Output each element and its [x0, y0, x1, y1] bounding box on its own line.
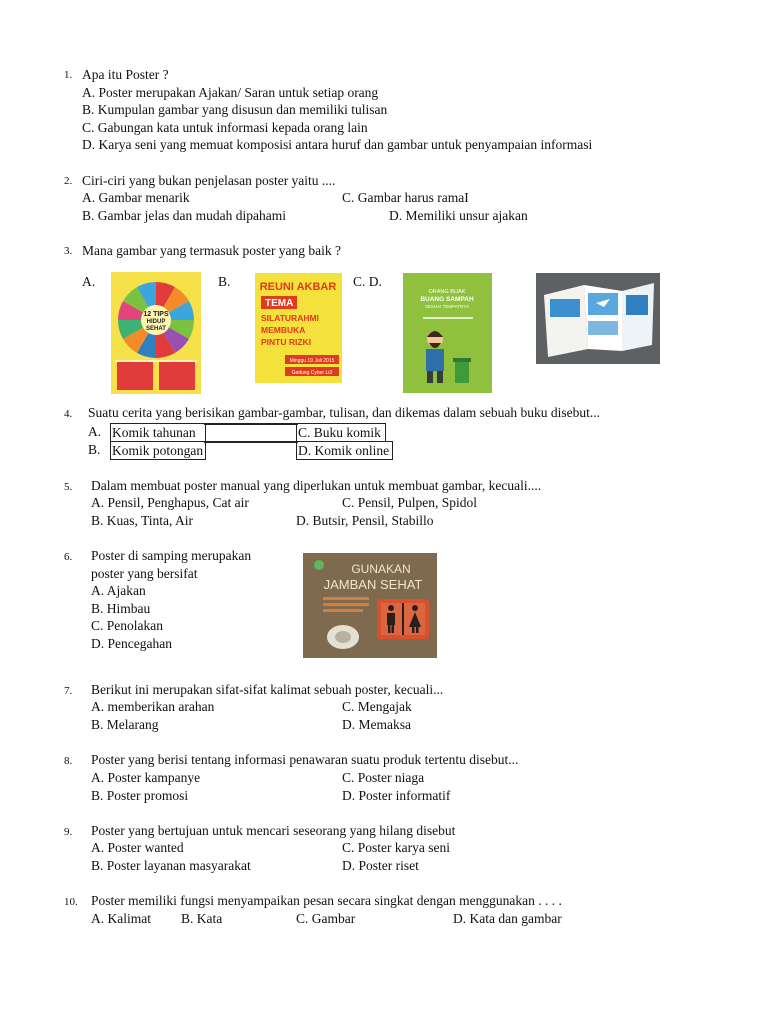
q7-option-d: D. Memaksa — [342, 717, 411, 732]
q9-text: Poster yang bertujuan untuk mencari seseorang yang hilang disebut — [91, 823, 456, 838]
q10-option-c: C. Gambar — [296, 911, 356, 926]
poster-a-line3: SEHAT — [146, 326, 166, 332]
q5-text: Dalam membuat poster manual yang diperlukan untuk membuat gambar, kecuali.... — [91, 478, 542, 493]
q2-option-a: A. Gambar menarik — [82, 190, 190, 205]
q1-number: 1. — [64, 69, 73, 81]
q5-number: 5. — [64, 481, 73, 493]
q1-text: Apa itu Poster ? — [82, 67, 169, 82]
q2-option-c: C. Gambar harus ramaI — [342, 190, 469, 205]
q4-option-c: C. Buku komik — [296, 423, 386, 442]
q6-number: 6. — [64, 551, 73, 563]
q4-box-filler-b1 — [204, 441, 252, 443]
q9-number: 9. — [64, 826, 73, 838]
q3-label-a: A. — [82, 274, 96, 289]
q5-option-d: D. Butsir, Pensil, Stabillo — [296, 513, 434, 528]
poster-b-line2: MEMBUKA — [261, 325, 306, 335]
q7-option-c: C. Mengajak — [342, 699, 412, 714]
q10-option-d: D. Kata dan gambar — [453, 911, 562, 926]
q3-label-b: B. — [218, 274, 231, 289]
q2-text: Ciri-ciri yang bukan penjelasan poster yaitu .... — [82, 173, 336, 188]
q7-text: Berikut ini merupakan sifat-sifat kalimat sebuah poster, kecuali... — [91, 682, 444, 697]
q9-option-b: B. Poster layanan masyarakat — [91, 858, 251, 873]
q4-box-filler-a1 — [204, 423, 252, 425]
q5-option-a: A. Pensil, Penghapus, Cat air — [91, 495, 249, 510]
q6-option-d: D. Pencegahan — [91, 636, 172, 651]
poster-b-line1: SILATURAHMI — [261, 313, 319, 323]
q4-box-filler-b2 — [250, 441, 298, 443]
q10-text: Poster memiliki fungsi menyampaikan pesan secara singkat dengan menggunakan . . . . — [91, 893, 562, 908]
poster-b-date: Minggu 19 Juli 2015 — [289, 358, 335, 364]
jamban-sehat-poster-image — [303, 553, 437, 658]
poster-a-line1: 12 TIPS — [143, 311, 169, 318]
q4-option-d: D. Komik online — [296, 441, 393, 460]
poster-d-image — [536, 273, 660, 364]
q9-option-d: D. Poster riset — [342, 858, 419, 873]
poster-c-line3: SESUAI TEMPATNYA — [424, 304, 470, 309]
q10-option-b: B. Kata — [181, 911, 223, 926]
jamban-poster-line1: GUNAKAN — [351, 562, 411, 576]
q1-option-a: A. Poster merupakan Ajakan/ Saran untuk setiap orang — [82, 85, 379, 100]
poster-c-line2: BUANG SAMPAH — [420, 296, 474, 303]
q6-text-line1: Poster di samping merupakan — [91, 548, 252, 563]
q2-number: 2. — [64, 175, 73, 187]
q4-letter-a: A. — [88, 424, 102, 439]
poster-a-image — [111, 272, 201, 394]
q8-text: Poster yang berisi tentang informasi penawaran suatu produk tertentu disebut... — [91, 752, 519, 767]
q4-option-a: Komik tahunan — [110, 423, 206, 442]
q6-option-a: A. Ajakan — [91, 583, 146, 598]
q8-option-a: A. Poster kampanye — [91, 770, 201, 785]
q3-label-cd: C. D. — [353, 274, 382, 289]
q6-text-line2: poster yang bersifat — [91, 566, 198, 581]
q4-text: Suatu cerita yang berisikan gambar-gambar, tulisan, dan dikemas dalam sebuah buku disebut... — [88, 405, 601, 420]
q9-option-a: A. Poster wanted — [91, 840, 184, 855]
q2-option-b: B. Gambar jelas dan mudah dipahami — [82, 208, 286, 223]
q1-option-d: D. Karya seni yang memuat komposisi antara huruf dan gambar untuk penyampaian informasi — [82, 137, 593, 152]
jamban-poster-line2: JAMBAN SEHAT — [323, 577, 423, 592]
q4-option-b: Komik potongan — [110, 441, 206, 460]
q8-option-c: C. Poster niaga — [342, 770, 425, 785]
poster-b-place: Gedung Cyber Lt2 — [291, 370, 333, 376]
q2-option-d: D. Memiliki unsur ajakan — [389, 208, 528, 223]
q4-box-filler-a2 — [250, 423, 298, 425]
q1-option-b: B. Kumpulan gambar yang disusun dan memiliki tulisan — [82, 102, 388, 117]
q3-number: 3. — [64, 245, 73, 257]
poster-b-image — [255, 273, 342, 394]
poster-b-tema: TEMA — [265, 298, 294, 309]
poster-a-line2: HIDUP — [146, 319, 166, 325]
poster-b-title: REUNI AKBAR — [259, 281, 337, 293]
q3-text: Mana gambar yang termasuk poster yang baik ? — [82, 243, 342, 258]
poster-b-line3: PINTU RIZKI — [261, 337, 312, 347]
q8-option-b: B. Poster promosi — [91, 788, 189, 803]
q10-number: 10. — [64, 896, 78, 908]
q5-option-b: B. Kuas, Tinta, Air — [91, 513, 194, 528]
poster-c-line1: ORANG BIJAK — [428, 289, 466, 295]
q7-option-a: A. memberikan arahan — [91, 699, 215, 714]
q9-option-c: C. Poster karya seni — [342, 840, 450, 855]
q10-option-a: A. Kalimat — [91, 911, 151, 926]
q5-option-c: C. Pensil, Pulpen, Spidol — [342, 495, 478, 510]
q7-number: 7. — [64, 685, 73, 697]
q8-option-d: D. Poster informatif — [342, 788, 451, 803]
q4-number: 4. — [64, 408, 73, 420]
q6-option-b: B. Himbau — [91, 601, 151, 616]
q6-option-c: C. Penolakan — [91, 618, 163, 633]
q7-option-b: B. Melarang — [91, 717, 159, 732]
q4-letter-b: B. — [88, 442, 101, 457]
q1-option-c: C. Gabungan kata untuk informasi kepada orang lain — [82, 120, 368, 135]
poster-c-image — [403, 273, 492, 393]
q8-number: 8. — [64, 755, 73, 767]
